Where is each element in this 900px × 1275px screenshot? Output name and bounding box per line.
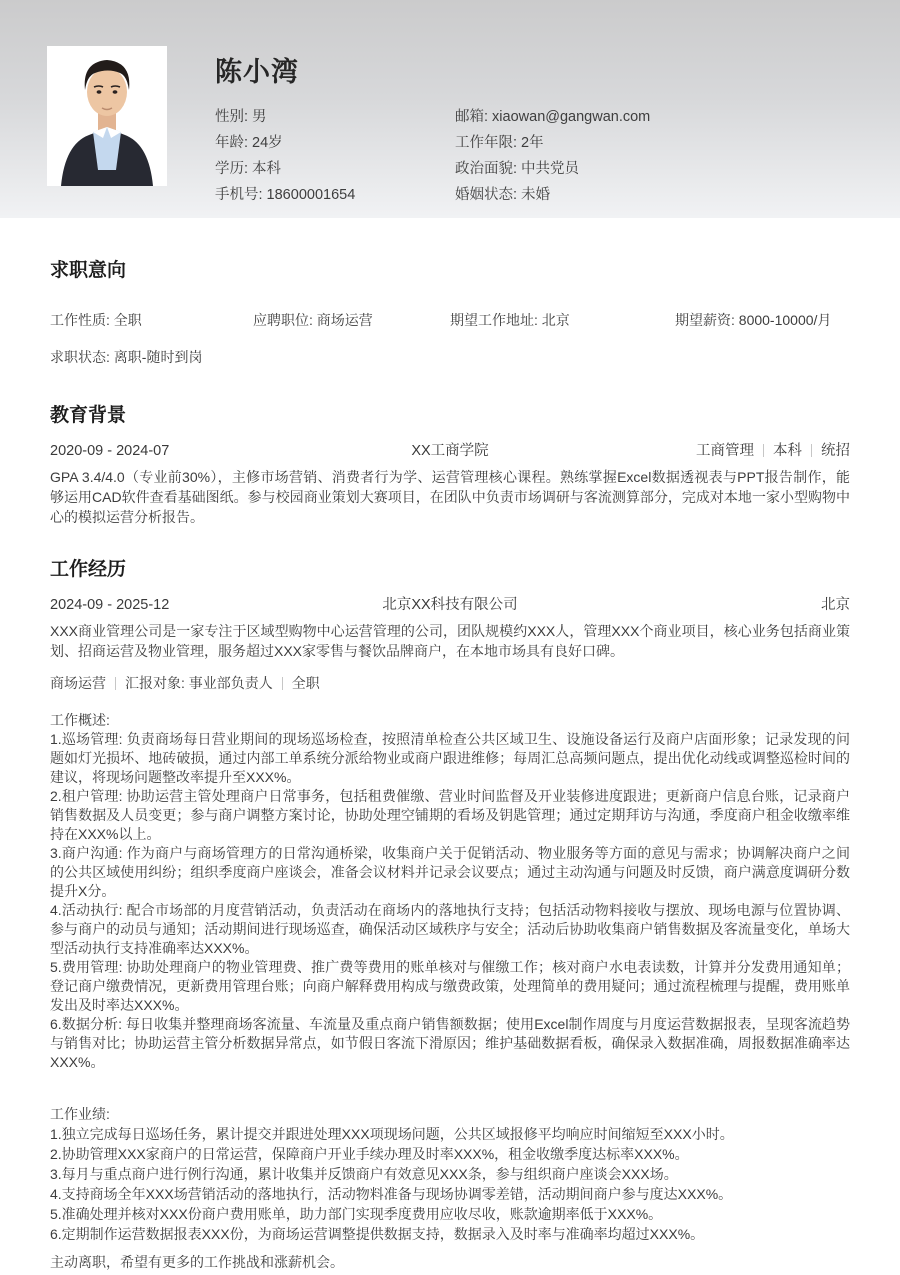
profile-photo (47, 46, 167, 186)
detail-political-status: 政治面貌: 中共党员 (455, 161, 580, 177)
education-period: 2020-09 - 2024-07 (50, 443, 170, 459)
detail-gender: 性别: 男 (215, 109, 267, 125)
work-achievement-item: 2.协助管理XXX家商户的日常运营，保障商户开业手续办理及时率XXX%，租金收缴季度达标率XXX%。 (50, 1146, 689, 1162)
work-role: 商场运营 (50, 675, 106, 691)
work-achievements (50, 1104, 850, 1244)
field-job-nature: 工作性质: 全职 (50, 312, 142, 328)
company-intro: XXX商业管理公司是一家专注于区域型购物中心运营管理的公司，团队规模约XXX人，管理XXX个商业项目，核心业务包括商业策划、招商运营及物业管理，服务超过XXX家零售与餐饮品牌商户，在本地市场具有良好口碑。 (50, 623, 850, 659)
work-role-line (50, 673, 850, 693)
divider (811, 444, 812, 457)
detail-work-years: 工作年限: 2年 (455, 135, 544, 151)
work-overview-item: 2.租户管理: 协助运营主管处理商户日常事务，包括租费催缴、营业时间监督及开业装修进度跟进；更新商户信息台账，记录商户销售数据及人员变更；参与商户调整方案讨论，协助处理空铺期的看场及钥匙管理；通过定期拜访与沟通，季度商户租金收缴率维持在XXX%以上。 (50, 788, 850, 842)
candidate-name: 陈小湾 (215, 57, 299, 87)
work-overview-item: 3.商户沟通: 作为商户与商场管理方的日常沟通桥梁，收集商户关于促销活动、物业服务等方面的意见与需求；协调解决商户之间的公共区域使用纠纷；组织季度商户座谈会，准备会议材料并记录会议要点；通过主动沟通与问题及时反馈，商户满意度调研分数提升X分。 (50, 845, 850, 899)
divider (763, 444, 764, 457)
detail-education: 学历: 本科 (215, 161, 282, 177)
work-company: 北京XX科技有限公司 (382, 597, 518, 613)
field-job-status: 求职状态: 离职-随时到岗 (50, 349, 203, 365)
detail-marital-status: 婚姻状态: 未婚 (455, 187, 551, 203)
section-title-job-intention: 求职意向 (50, 260, 127, 281)
work-achievement-item: 1.独立完成每日巡场任务，累计提交并跟进处理XXX项现场问题，公共区域报修平均响应时间缩短至XXX小时。 (50, 1126, 734, 1142)
field-expected-salary: 期望薪资: 8000-10000/月 (675, 312, 832, 328)
work-achievement-item: 6.定期制作运营数据报表XXX份，为商场运营调整提供数据支持，数据录入及时率与准确率均超过XXX%。 (50, 1226, 705, 1242)
resume-content (0, 258, 900, 1272)
divider (282, 677, 283, 690)
job-intention-fields (50, 310, 850, 330)
detail-email: 邮箱: xiaowan@gangwan.com (455, 109, 651, 125)
education-meta-row (50, 441, 850, 461)
field-target-location: 期望工作地址: 北京 (450, 312, 570, 328)
work-overview-item: 1.巡场管理: 负责商场每日营业期间的现场巡场检查，按照清单检查公共区域卫生、设施设备运行及商户店面形象；记录发现的问题如灯光损坏、地砖破损，通过内部工单系统分派给物业或商户跟进维修；每周汇总高频问题点，提出优化动线或调整巡检时间的建议，将现场问题整改率提升至XXX%。 (50, 731, 850, 785)
leave-reason: 主动离职，希望有更多的工作挑战和涨薪机会。 (50, 1254, 344, 1270)
section-title-education: 教育背景 (50, 405, 127, 426)
divider (115, 677, 116, 690)
education-description: GPA 3.4/4.0（专业前30%），主修市场营销、消费者行为学、运营管理核心课程。熟练掌握Excel数据透视表与PPT报告制作，能够运用CAD软件查看基础图纸。参与校园商业策划大赛项目，在团队中负责市场调研与客流测算部分，完成对本地一家小型购物中心的模拟运营分析报告。 (50, 469, 850, 525)
education-major: 工商管理 (696, 443, 754, 459)
education-enroll-type: 统招 (821, 443, 850, 459)
work-overview-item: 5.费用管理: 协助处理商户的物业管理费、推广费等费用的账单核对与催缴工作；核对商户水电表读数，计算并分发费用通知单；登记商户缴费情况，更新费用管理台账；向商户解释费用构成与缴费政策，处理简单的费用疑问；通过流程梳理与提醒，费用账单发出及时率达XXX%。 (50, 959, 850, 1013)
detail-age: 年龄: 24岁 (215, 135, 283, 151)
profile-photo-image (47, 46, 167, 186)
personal-details (215, 108, 850, 205)
work-achievement-item: 4.支持商场全年XXX场营销活动的落地执行，活动物料准备与现场协调零差错，活动期间商户参与度达XXX%。 (50, 1186, 733, 1202)
work-achievements-title: 工作业绩: (50, 1106, 110, 1122)
header-info (215, 46, 850, 218)
work-overview-item: 4.活动执行: 配合市场部的月度营销活动，负责活动在商场内的落地执行支持；包括活动物料接收与摆放、现场电源与位置协调、参与商户的动员与通知；活动期间进行现场巡查，确保活动区域秩序与安全；活动后协助收集商户销售数据及客流量变化，单场大型活动执行支持准确率达XXX%。 (50, 902, 850, 956)
detail-phone: 手机号: 18600001654 (215, 187, 356, 203)
work-location: 北京 (821, 597, 850, 613)
education-qualifications (489, 441, 850, 461)
resume-header (0, 0, 900, 218)
work-job-type: 全职 (291, 675, 320, 691)
work-report-to: 汇报对象: 事业部负责人 (125, 675, 273, 691)
work-achievement-item: 5.准确处理并核对XXX份商户费用账单，助力部门实现季度费用应收尽收，账款逾期率低于XXX%。 (50, 1206, 663, 1222)
work-overview-item: 6.数据分析: 每日收集并整理商场客流量、车流量及重点商户销售额数据；使用Excel制作周度与月度运营数据报表，呈现客流趋势与销售对比；协助运营主管分析数据异常点，如节假日客流下滑原因；维护基础数据看板，确保录入数据准确，周报数据准确率达XXX%。 (50, 1016, 850, 1070)
work-achievement-item: 3.每月与重点商户进行例行沟通，累计收集并反馈商户有效意见XXX条，参与组织商户座谈会XXX场。 (50, 1166, 678, 1182)
work-overview (50, 711, 850, 1072)
section-title-work-experience: 工作经历 (50, 559, 127, 580)
education-school: XX工商学院 (411, 443, 489, 459)
field-target-position: 应聘职位: 商场运营 (253, 312, 373, 328)
work-overview-title: 工作概述: (50, 712, 110, 728)
education-degree: 本科 (773, 443, 802, 459)
work-meta-row (50, 595, 850, 615)
work-period: 2024-09 - 2025-12 (50, 597, 170, 613)
